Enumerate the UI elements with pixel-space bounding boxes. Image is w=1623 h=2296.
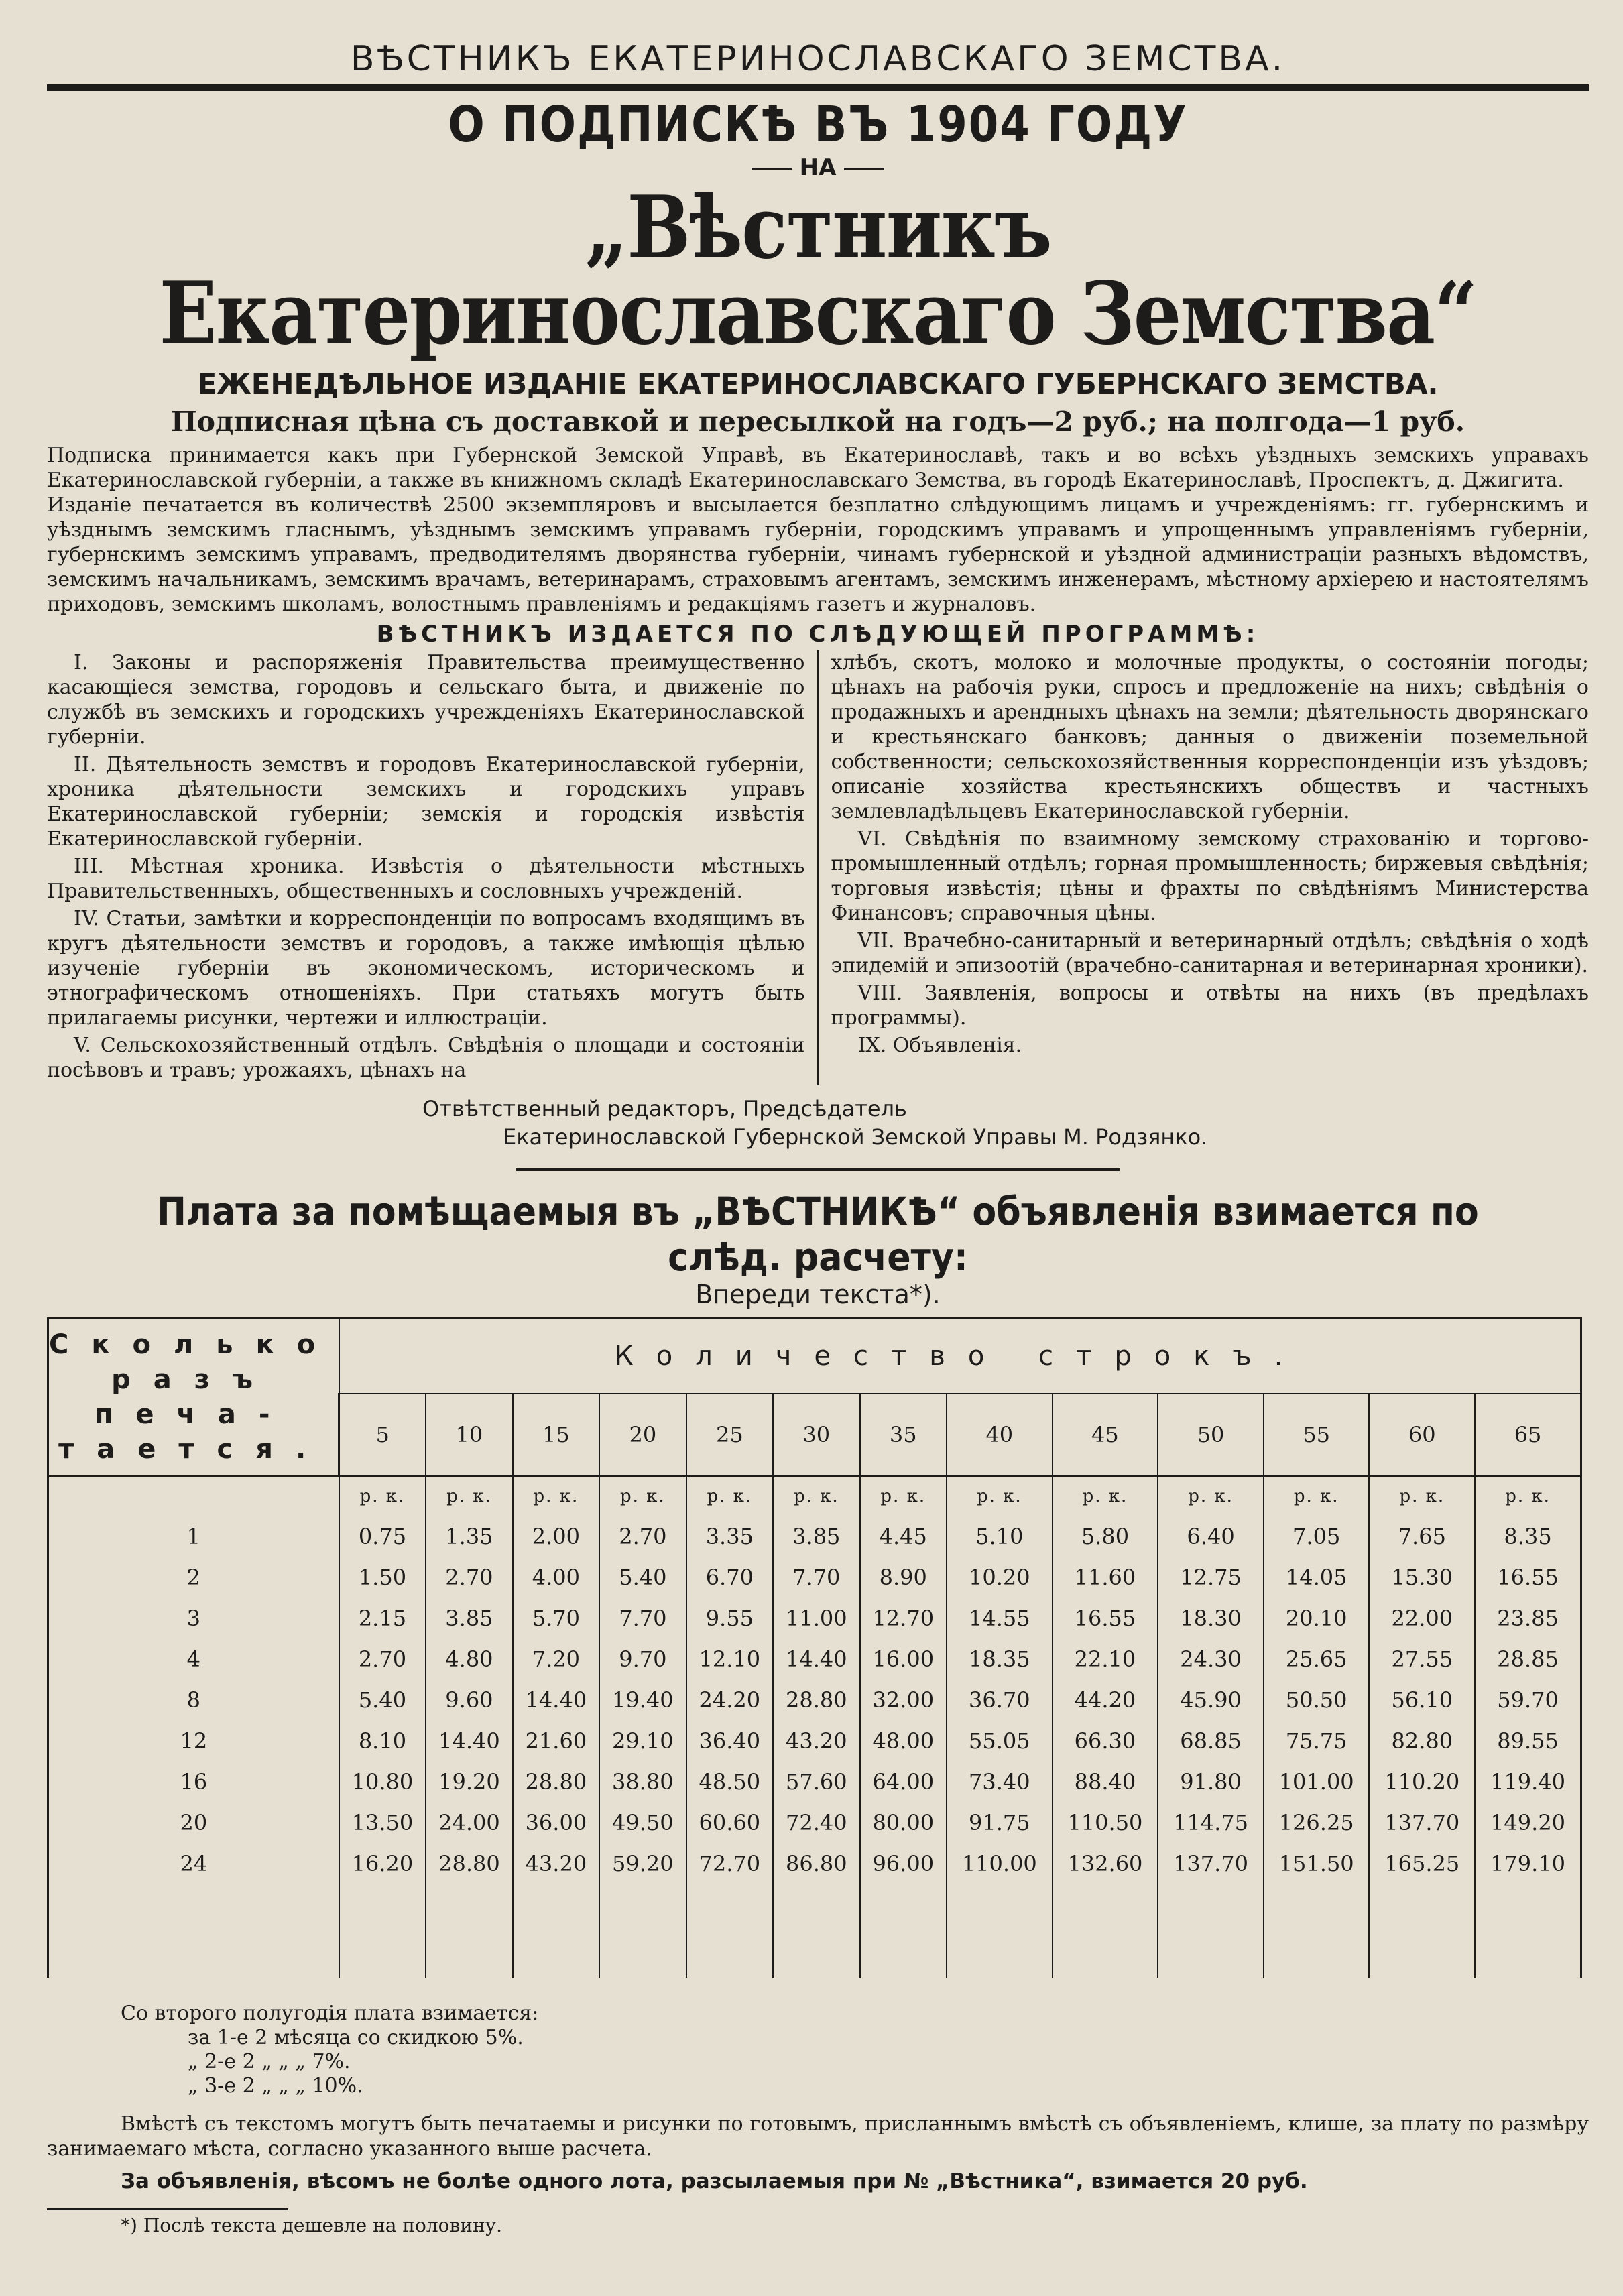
price-cell: 4.80 <box>426 1638 512 1679</box>
pictures-note: Вмѣстѣ съ текстомъ могутъ быть печатаемы и рисунки по готовымъ, присланнымъ вмѣстѣ съ объявленіемъ, клише, за плату по размѣру занимаемаго мѣста, согласно указанного выше расчета. <box>47 2112 1589 2161</box>
price-cell: 12.10 <box>686 1638 773 1679</box>
program-item: III. Мѣстная хроника. Извѣстія о дѣятельности мѣстныхъ Правительственныхъ, общественныхъ и сословныхъ учрежденій. <box>47 855 805 903</box>
empty-cell <box>513 1884 599 1978</box>
price-cell: 137.70 <box>1158 1843 1264 1884</box>
empty-cell <box>773 1884 859 1978</box>
table-tail-row <box>48 1884 1581 1978</box>
price-cell: 22.00 <box>1369 1597 1475 1638</box>
table-row <box>48 1679 1581 1720</box>
price-cell: 36.00 <box>513 1802 599 1843</box>
price-cell: 82.80 <box>1369 1720 1475 1761</box>
price-cell: 4.00 <box>513 1557 599 1597</box>
price-cell: 14.05 <box>1264 1557 1370 1597</box>
price-cell: 24.00 <box>426 1802 512 1843</box>
row-header-line: разъ печа- <box>94 1364 293 1431</box>
editor-line-1: Отвѣтственный редакторъ, Предсѣдатель <box>422 1096 907 1122</box>
column-header: 60 <box>1369 1394 1475 1476</box>
price-cell: 60.60 <box>686 1802 773 1843</box>
price-cell: 24.30 <box>1158 1638 1264 1679</box>
column-header: 40 <box>947 1394 1053 1476</box>
price-cell: 50.50 <box>1264 1679 1370 1720</box>
price-cell: 14.40 <box>773 1638 859 1679</box>
price-cell: 48.00 <box>860 1720 947 1761</box>
price-cell: 43.20 <box>773 1720 859 1761</box>
running-head: ВѢСТНИКЪ ЕКАТЕРИНОСЛАВСКАГО ЗЕМСТВА. <box>350 39 1286 79</box>
discount-line: „ 2-е 2 „ „ „ 7%. <box>188 2050 351 2073</box>
program-item: IV. Статьи, замѣтки и корреспонденціи по вопросамъ входящимъ въ кругъ дѣятельности земствъ и городовъ, а также имѣющія цѣлью изученіе губерніи въ экономическомъ, историческомъ и этнографическомъ отношеніяхъ. При статьяхъ могутъ быть прилагаемы рисунки, чертежи и иллюстраціи. <box>47 907 805 1030</box>
times-cell: 2 <box>48 1557 339 1597</box>
unit-cell: р. к. <box>1053 1476 1158 1516</box>
price-cell: 101.00 <box>1264 1761 1370 1802</box>
price-cell: 2.70 <box>599 1516 686 1557</box>
price-cell: 44.20 <box>1053 1679 1158 1720</box>
price-cell: 9.60 <box>426 1679 512 1720</box>
price-cell: 165.25 <box>1369 1843 1475 1884</box>
notes-block <box>47 2112 1589 2161</box>
table-row <box>48 1720 1581 1761</box>
price-cell: 23.85 <box>1475 1597 1581 1638</box>
gazette-page <box>47 27 1589 2279</box>
price-cell: 7.20 <box>513 1638 599 1679</box>
price-cell: 89.55 <box>1475 1720 1581 1761</box>
discounts-block <box>121 2002 1589 2098</box>
column-header: 10 <box>426 1394 512 1476</box>
program-heading: ВѢСТНИКЪ ИЗДАЕТСЯ ПО СЛѢДУЮЩЕЙ ПРОГРАММѢ: <box>376 621 1260 648</box>
price-cell: 3.85 <box>426 1597 512 1638</box>
price-cell: 5.10 <box>947 1516 1053 1557</box>
price-cell: 32.00 <box>860 1679 947 1720</box>
table-row <box>48 1843 1581 1884</box>
unit-cell: р. к. <box>1369 1476 1475 1516</box>
times-cell: 4 <box>48 1638 339 1679</box>
empty-cell <box>426 1884 512 1978</box>
price-cell: 73.40 <box>947 1761 1053 1802</box>
section-divider <box>516 1168 1120 1171</box>
discount-line: за 1-е 2 мѣсяца со скидкою 5%. <box>188 2026 524 2049</box>
price-cell: 149.20 <box>1475 1802 1581 1843</box>
price-cell: 12.75 <box>1158 1557 1264 1597</box>
empty-cell <box>1264 1884 1370 1978</box>
price-cell: 86.80 <box>773 1843 859 1884</box>
price-cell: 151.50 <box>1264 1843 1370 1884</box>
empty-cell <box>599 1884 686 1978</box>
times-cell: 20 <box>48 1802 339 1843</box>
price-cell: 5.40 <box>339 1679 426 1720</box>
price-cell: 18.35 <box>947 1638 1053 1679</box>
empty-cell <box>48 1884 339 1978</box>
program-item: I. Законы и распоряженія Правительства преимущественно касающіеся земства, городовъ и сельскаго быта, и движеніе по службѣ въ земскихъ и городскихъ учрежденіяхъ Екатеринославской губерніи. <box>47 651 805 749</box>
price-cell: 10.80 <box>339 1761 426 1802</box>
unit-cell: р. к. <box>426 1476 512 1516</box>
price-cell: 3.85 <box>773 1516 859 1557</box>
times-cell: 8 <box>48 1679 339 1720</box>
empty-cell <box>947 1884 1053 1978</box>
price-cell: 16.55 <box>1053 1597 1158 1638</box>
price-cell: 91.75 <box>947 1802 1053 1843</box>
price-cell: 16.20 <box>339 1843 426 1884</box>
price-cell: 137.70 <box>1369 1802 1475 1843</box>
price-cell: 19.20 <box>426 1761 512 1802</box>
price-cell: 59.20 <box>599 1843 686 1884</box>
column-header: 20 <box>599 1394 686 1476</box>
price-cell: 126.25 <box>1264 1802 1370 1843</box>
price-cell: 2.70 <box>339 1638 426 1679</box>
price-cell: 7.05 <box>1264 1516 1370 1557</box>
weekly-edition-line: ЕЖЕНЕДѢЛЬНОЕ ИЗДАНІЕ ЕКАТЕРИНОСЛАВСКАГО ГУБЕРНСКАГО ЗЕМСТВА. <box>197 367 1439 400</box>
empty-cell <box>1053 1884 1158 1978</box>
times-printed-header <box>48 1319 339 1476</box>
price-cell: 27.55 <box>1369 1638 1475 1679</box>
price-cell: 25.65 <box>1264 1638 1370 1679</box>
price-cell: 7.70 <box>599 1597 686 1638</box>
price-cell: 88.40 <box>1053 1761 1158 1802</box>
table-row <box>48 1802 1581 1843</box>
price-cell: 4.45 <box>860 1516 947 1557</box>
unit-cell: р. к. <box>947 1476 1053 1516</box>
price-cell: 72.40 <box>773 1802 859 1843</box>
price-cell: 6.40 <box>1158 1516 1264 1557</box>
program-columns <box>47 650 1589 1085</box>
price-cell: 179.10 <box>1475 1843 1581 1884</box>
price-cell: 96.00 <box>860 1843 947 1884</box>
column-header: 25 <box>686 1394 773 1476</box>
discount-intro: Со второго полугодія плата взимается: <box>121 2002 539 2025</box>
table-header-row <box>48 1319 1581 1394</box>
price-cell: 7.70 <box>773 1557 859 1597</box>
column-header: 55 <box>1264 1394 1370 1476</box>
rates-body <box>48 1476 1581 1978</box>
program-item: V. Сельскохозяйственный отдѣлъ. Свѣдѣнія о площади и состояніи посѣвовъ и травъ; урожаяхъ, цѣнахъ на <box>47 1034 805 1082</box>
price-cell: 72.70 <box>686 1843 773 1884</box>
price-cell: 19.40 <box>599 1679 686 1720</box>
price-cell: 80.00 <box>860 1802 947 1843</box>
price-cell: 6.70 <box>686 1557 773 1597</box>
ads-title: Плата за помѣщаемыя въ „ВѢСТНИКѢ“ объявленія взимается по слѣд. расчету: <box>157 1189 1479 1280</box>
unit-cell: р. к. <box>1264 1476 1370 1516</box>
column-header: 15 <box>513 1394 599 1476</box>
price-cell: 13.50 <box>339 1802 426 1843</box>
price-cell: 110.50 <box>1053 1802 1158 1843</box>
price-cell: 24.20 <box>686 1679 773 1720</box>
price-cell: 114.75 <box>1158 1802 1264 1843</box>
price-cell: 8.10 <box>339 1720 426 1761</box>
times-cell: 1 <box>48 1516 339 1557</box>
subscription-paragraph: Подписка принимается какъ при Губернской Земской Управѣ, въ Екатеринославѣ, такъ и во всѣхъ уѣздныхъ земскихъ управахъ Екатеринославской губерніи, а также въ книжномъ складѣ Екатеринославскаго Земства, въ городѣ Екатеринославѣ, Проспектъ, д. Джигита. <box>47 444 1589 492</box>
unit-cell: р. к. <box>860 1476 947 1516</box>
ads-subtitle: Впереди текста*). <box>695 1280 941 1309</box>
column-header: 45 <box>1053 1394 1158 1476</box>
column-header: 5 <box>339 1394 426 1476</box>
empty-cell <box>1475 1884 1581 1978</box>
price-cell: 16.00 <box>860 1638 947 1679</box>
table-row <box>48 1597 1581 1638</box>
empty-cell <box>860 1884 947 1978</box>
empty-cell <box>1158 1884 1264 1978</box>
na-word: НА <box>799 154 837 181</box>
price-cell: 9.70 <box>599 1638 686 1679</box>
right-ornament <box>844 168 884 170</box>
price-cell: 68.85 <box>1158 1720 1264 1761</box>
subscription-price: Подписная цѣна съ доставкой и пересылкой на годъ—2 руб.; на полгода—1 руб. <box>170 406 1465 438</box>
row-header-line: тается. <box>58 1434 329 1465</box>
editor-line-2: Екатеринославской Губернской Земской Управы М. Родзянко. <box>503 1124 1208 1150</box>
price-cell: 28.80 <box>513 1761 599 1802</box>
price-cell: 11.60 <box>1053 1557 1158 1597</box>
price-cell: 64.00 <box>860 1761 947 1802</box>
price-cell: 7.65 <box>1369 1516 1475 1557</box>
price-cell: 38.80 <box>599 1761 686 1802</box>
price-cell: 20.10 <box>1264 1597 1370 1638</box>
times-cell: 12 <box>48 1720 339 1761</box>
subscription-heading: О ПОДПИСКѢ ВЪ 1904 ГОДУ <box>448 97 1188 154</box>
discount-line: „ 3-е 2 „ „ „ 10%. <box>188 2074 363 2098</box>
header-rule <box>47 84 1589 91</box>
price-cell: 3.35 <box>686 1516 773 1557</box>
price-cell: 36.70 <box>947 1679 1053 1720</box>
empty-cell <box>1369 1884 1475 1978</box>
main-title: „Вѣстникъ Екатеринославскаго Земства“ <box>159 178 1477 364</box>
price-cell: 28.80 <box>426 1843 512 1884</box>
ad-rates-table <box>47 1317 1582 1978</box>
price-cell: 43.20 <box>513 1843 599 1884</box>
table-row <box>48 1761 1581 1802</box>
price-cell: 16.55 <box>1475 1557 1581 1597</box>
price-cell: 2.70 <box>426 1557 512 1597</box>
unit-cell: р. к. <box>513 1476 599 1516</box>
column-header: 30 <box>773 1394 859 1476</box>
price-cell: 56.10 <box>1369 1679 1475 1720</box>
left-ornament <box>752 168 792 170</box>
unit-row <box>48 1476 1581 1516</box>
price-cell: 75.75 <box>1264 1720 1370 1761</box>
row-header-line: Сколько <box>49 1329 339 1361</box>
price-cell: 14.55 <box>947 1597 1053 1638</box>
unit-cell: р. к. <box>1475 1476 1581 1516</box>
price-cell: 29.10 <box>599 1720 686 1761</box>
price-cell: 18.30 <box>1158 1597 1264 1638</box>
price-cell: 14.40 <box>513 1679 599 1720</box>
price-cell: 2.00 <box>513 1516 599 1557</box>
unit-cell: р. к. <box>599 1476 686 1516</box>
program-item: VII. Врачебно-санитарный и ветеринарный отдѣлъ; свѣдѣнія о ходѣ эпидемій и эпизоотій (врачебно-санитарная и ветеринарная хроники). <box>831 929 1589 977</box>
empty-cell <box>686 1884 773 1978</box>
unit-cell: р. к. <box>1158 1476 1264 1516</box>
program-item: хлѣбъ, скотъ, молоко и молочные продукты, о состояніи погоды; цѣнахъ на рабочія руки, спросъ и предложеніе на нихъ; свѣдѣнія о продажныхъ и арендныхъ цѣнахъ на земли; дѣятельность дворянскаго и крестьянскаго банковъ; данныя о движеніи поземельной собственности; сельскохозяйственныя корреспонденціи изъ уѣздовъ; описаніе хозяйства крестьянскихъ обществъ и частныхъ землевладѣльцевъ Екатеринославской губерніи. <box>831 651 1589 823</box>
price-cell: 119.40 <box>1475 1761 1581 1802</box>
unit-cell: р. к. <box>686 1476 773 1516</box>
program-item: II. Дѣятельность земствъ и городовъ Екатеринославской губерніи, хроника дѣятельности земскихъ и городскихъ управъ Екатеринославской губерніи; земскія и городскія извѣстія Екатеринославской губерніи. <box>47 753 805 851</box>
price-cell: 9.55 <box>686 1597 773 1638</box>
price-cell: 21.60 <box>513 1720 599 1761</box>
price-cell: 10.20 <box>947 1557 1053 1597</box>
price-cell: 0.75 <box>339 1516 426 1557</box>
program-left-column <box>47 650 819 1085</box>
unit-cell: р. к. <box>773 1476 859 1516</box>
price-cell: 55.05 <box>947 1720 1053 1761</box>
program-right-column <box>819 650 1589 1085</box>
price-cell: 48.50 <box>686 1761 773 1802</box>
price-cell: 57.60 <box>773 1761 859 1802</box>
price-cell: 132.60 <box>1053 1843 1158 1884</box>
price-cell: 36.40 <box>686 1720 773 1761</box>
price-cell: 11.00 <box>773 1597 859 1638</box>
times-cell: 3 <box>48 1597 339 1638</box>
program-item: VIII. Заявленія, вопросы и отвѣты на нихъ (въ предѣлахъ программы). <box>831 981 1589 1030</box>
column-header: 50 <box>1158 1394 1264 1476</box>
price-cell: 12.70 <box>860 1597 947 1638</box>
footnote: *) Послѣ текста дешевле на половину. <box>121 2214 502 2236</box>
price-cell: 5.40 <box>599 1557 686 1597</box>
price-cell: 1.35 <box>426 1516 512 1557</box>
na-line <box>47 154 1589 181</box>
price-cell: 45.90 <box>1158 1679 1264 1720</box>
price-cell: 59.70 <box>1475 1679 1581 1720</box>
price-cell: 28.85 <box>1475 1638 1581 1679</box>
edition-paragraph: Изданіе печатается въ количествѣ 2500 экземпляровъ и высылается безплатно слѣдующимъ лицамъ и учрежденіямъ: гг. губернскимъ и уѣзднымъ земскимъ гласнымъ, уѣзднымъ земскимъ управамъ губерніи, городскимъ управамъ и упрощеннымъ управленіямъ губерніи, губернскимъ земскимъ управамъ, предводителямъ дворянства губерніи, чинамъ губернской и уѣздной администраціи разныхъ вѣдомствъ, земскимъ начальникамъ, земскимъ врачамъ, ветеринарамъ, страховымъ агентамъ, земскимъ инженерамъ, мѣстному архіерею и настоятелямъ приходовъ, земскимъ школамъ, волостнымъ правленіямъ и редакціямъ газетъ и журналовъ. <box>47 493 1589 616</box>
column-header: 65 <box>1475 1394 1581 1476</box>
price-cell: 110.00 <box>947 1843 1053 1884</box>
price-cell: 28.80 <box>773 1679 859 1720</box>
program-item: VI. Свѣдѣнія по взаимному земскому страхованію и торгово-промышленный отдѣлъ; горная промышленность; биржевыя свѣдѣнія; торговыя извѣстія; цѣны и фрахты по свѣдѣніямъ Министерства Финансовъ; справочныя цѣны. <box>831 827 1589 925</box>
price-cell: 66.30 <box>1053 1720 1158 1761</box>
table-row <box>48 1516 1581 1557</box>
editor-signature <box>422 1095 1589 1151</box>
table-row <box>48 1557 1581 1597</box>
price-cell: 15.30 <box>1369 1557 1475 1597</box>
price-cell: 91.80 <box>1158 1761 1264 1802</box>
column-header: 35 <box>860 1394 947 1476</box>
times-cell: 16 <box>48 1761 339 1802</box>
price-cell: 5.80 <box>1053 1516 1158 1557</box>
price-cell: 2.15 <box>339 1597 426 1638</box>
unit-cell: р. к. <box>339 1476 426 1516</box>
price-cell: 8.35 <box>1475 1516 1581 1557</box>
price-cell: 14.40 <box>426 1720 512 1761</box>
empty-cell <box>339 1884 426 1978</box>
price-cell: 110.20 <box>1369 1761 1475 1802</box>
times-cell: 24 <box>48 1843 339 1884</box>
price-cell: 22.10 <box>1053 1638 1158 1679</box>
table-row <box>48 1638 1581 1679</box>
program-item: IX. Объявленія. <box>857 1034 1022 1057</box>
footnote-rule <box>47 2208 288 2210</box>
price-cell: 1.50 <box>339 1557 426 1597</box>
price-cell: 5.70 <box>513 1597 599 1638</box>
lot-note: За объявленія, вѣсомъ не болѣе одного лота, разсылаемыя при № „Вѣстника“, взимается 20 руб. <box>121 2169 1308 2193</box>
line-count-header: Количество строкъ. <box>339 1319 1581 1394</box>
price-cell: 49.50 <box>599 1802 686 1843</box>
price-cell: 8.90 <box>860 1557 947 1597</box>
unit-cell-blank <box>48 1476 339 1516</box>
